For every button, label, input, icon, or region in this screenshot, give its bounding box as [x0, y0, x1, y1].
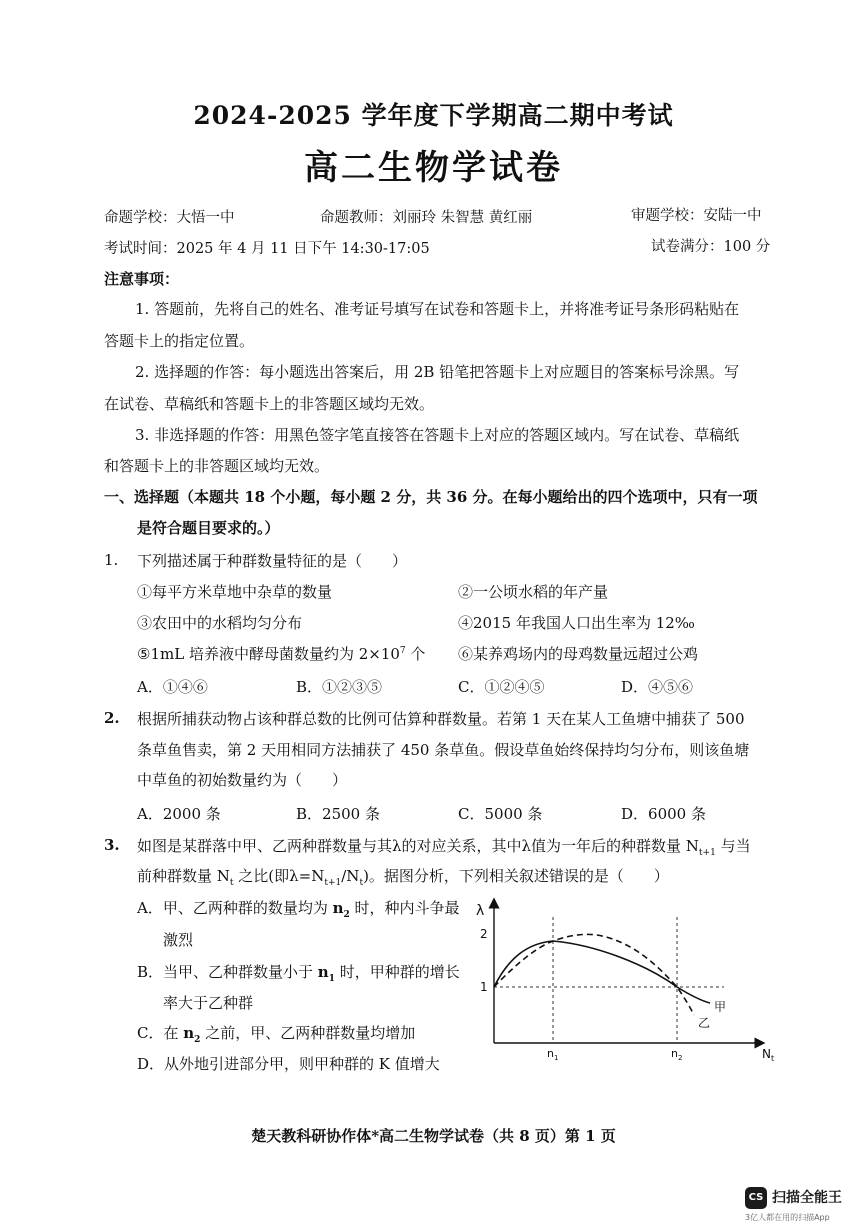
section-1-heading-cont: 是符合题目要求的。）: [137, 519, 280, 537]
note-2-line-2: 在试卷、草稿纸和答题卡上的非答题区域均无效。: [104, 395, 435, 413]
q1-option-c[interactable]: C．①②④⑤: [458, 678, 545, 696]
setter-school: 命题学校：大悟一中: [104, 210, 235, 226]
note-3-line-1: 3. 非选择题的作答：用黑色签字笔直接答在答题卡上对应的答题区域内。写在试卷、草稿纸: [135, 426, 740, 444]
scanner-watermark: [745, 1185, 861, 1225]
exam-title: 2024-2025 学年度下学期高二期中考试: [193, 101, 674, 130]
q1-item-4: ④2015 年我国人口出生率为 12‰: [458, 614, 695, 632]
q3-option-c[interactable]: C．在 $n_2$ 之前，甲、乙两种群数量均增加: [137, 1024, 416, 1045]
q1-option-d[interactable]: D．④⑤⑥: [621, 678, 694, 696]
x-axis-label: $N_t$: [762, 1047, 775, 1063]
watermark-app-name: 扫描全能王: [772, 1190, 842, 1206]
q2-option-c[interactable]: C．5000 条: [458, 805, 543, 823]
q1-stem: 下列描述属于种群数量特征的是（ ）: [137, 552, 408, 570]
y-tick-1: 1: [480, 980, 488, 994]
q1-item-3: ③农田中的水稻均匀分布: [137, 614, 303, 632]
cs-logo-icon: CS: [745, 1187, 767, 1209]
note-1-line-1: 1. 答题前，先将自己的姓名、准考证号填写在试卷和答题卡上，并将准考证号条形码粘贴在: [135, 300, 740, 318]
notes-heading: 注意事项：: [104, 270, 180, 288]
series-yi-curve: [494, 934, 694, 1015]
lambda-population-chart: [462, 895, 782, 1065]
q2-option-a[interactable]: A．2000 条: [137, 805, 221, 823]
series-jia-label: 甲: [714, 1000, 727, 1014]
q3-option-d[interactable]: D．从外地引进部分甲，则甲种群的 K 值增大: [137, 1055, 440, 1073]
page-footer: 楚天教科研协作体*高二生物学试卷（共 8 页）第 1 页: [251, 1127, 616, 1145]
watermark-tagline: 3亿人都在用的扫描App: [745, 1213, 830, 1222]
series-yi-label: 乙: [698, 1016, 711, 1030]
q2-option-d[interactable]: D．6000 条: [621, 805, 706, 823]
q1-item-5: ⑤1mL 培养液中酵母菌数量约为 $2\times 10^7$ 个: [137, 645, 426, 663]
y-axis-label: λ: [476, 903, 485, 919]
q2-line-1: 根据所捕获动物占该种群总数的比例可估算种群数量。若第 1 天在某人工鱼塘中捕获了 500: [137, 710, 745, 728]
paper-subtitle: 高二生物学试卷: [304, 148, 563, 188]
q3-option-a-cont: 激烈: [163, 931, 194, 949]
q3-line-2: 前种群数量 $N_t$ 之比(即$\lambda=N_{t+1}/N_t$)。据图分析，下列相关叙述错误的是（ ）: [137, 867, 669, 888]
note-3-line-2: 和答题卡上的非答题区域均无效。: [104, 457, 330, 475]
q3-option-b[interactable]: B．当甲、乙种群数量小于 $n_1$ 时，甲种群的增长: [137, 963, 460, 984]
x-tick-n1: $n_1$: [547, 1047, 559, 1062]
series-jia-curve: [494, 941, 710, 1003]
q1-item-2: ②一公顷水稻的年产量: [458, 583, 609, 601]
q1-option-a[interactable]: A．①④⑥: [137, 678, 208, 696]
q3-line-1: 如图是某群落中甲、乙两种群数量与其λ的对应关系，其中λ值为一年后的种群数量 $N_{t+1}$ 与当: [137, 837, 751, 858]
q2-line-3: 中草鱼的初始数量约为（ ）: [137, 771, 348, 789]
exam-time: 考试时间：2025 年 4 月 11 日下午 14:30-17:05: [104, 241, 430, 257]
full-score: 试卷满分：100 分: [651, 239, 771, 255]
y-tick-2: 2: [480, 927, 488, 941]
section-1-heading: 一、选择题（本题共 18 个小题，每小题 2 分，共 36 分。在每小题给出的四个选项中，只有一项: [104, 488, 758, 506]
q2-line-2: 条草鱼售卖，第 2 天用相同方法捕获了 450 条草鱼。假设草鱼始终保持均匀分布，则该鱼塘: [137, 741, 750, 759]
note-1-line-2: 答题卡上的指定位置。: [104, 332, 255, 350]
q1-item-6: ⑥某养鸡场内的母鸡数量远超过公鸡: [458, 645, 699, 663]
x-tick-n2: $n_2$: [671, 1047, 683, 1062]
setter-teachers: 命题教师：刘丽玲 朱智慧 黄红丽: [320, 210, 533, 226]
q2-number: 2.: [104, 709, 120, 727]
q3-number: 3.: [104, 836, 120, 854]
q2-option-b[interactable]: B．2500 条: [296, 805, 380, 823]
q3-option-b-cont: 率大于乙种群: [163, 994, 254, 1012]
q3-option-a[interactable]: A．甲、乙两种群的数量均为 $n_2$ 时，种内斗争最: [137, 899, 460, 920]
q1-option-b[interactable]: B．①②③⑤: [296, 678, 383, 696]
q1-number: 1.: [104, 551, 119, 569]
review-school: 审题学校：安陆一中: [631, 208, 762, 224]
note-2-line-1: 2. 选择题的作答：每小题选出答案后，用 2B 铅笔把答题卡上对应题目的答案标号涂黑。写: [135, 363, 740, 381]
q1-item-1: ①每平方米草地中杂草的数量: [137, 583, 333, 601]
